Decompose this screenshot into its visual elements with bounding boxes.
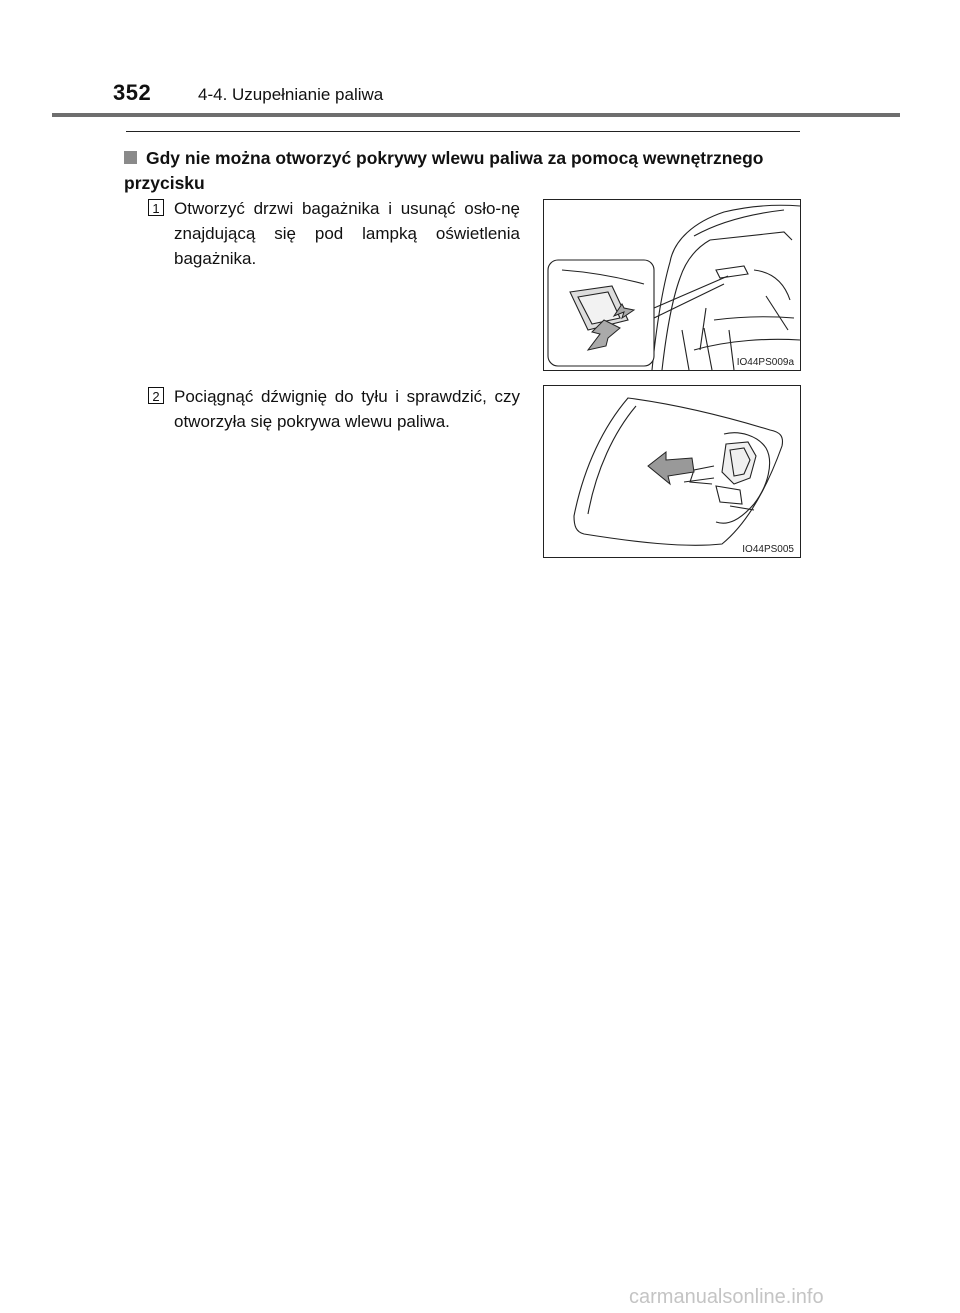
step-2	[148, 384, 520, 434]
section-title: 4-4. Uzupełnianie paliwa	[198, 85, 384, 104]
fuel-lever-illustration	[544, 386, 800, 557]
section-heading	[124, 146, 804, 196]
square-bullet-icon	[124, 151, 137, 164]
section-heading-text: Gdy nie można otworzyć pokrywy wlewu paliwa za pomocą wewnętrznego przycisku	[124, 148, 764, 193]
page-header	[0, 0, 960, 120]
figure-fuel-lever	[543, 385, 801, 558]
footer-watermark: carmanualsonline.info	[629, 1286, 824, 1308]
page-number: 352	[113, 80, 152, 105]
header-rule	[52, 113, 900, 117]
step-number-badge: 1	[148, 199, 164, 216]
step-text: Pociągnąć dźwignię do tyłu i sprawdzić, czy otworzyła się pokrywa wlewu paliwa.	[174, 387, 520, 431]
step-number-badge: 2	[148, 387, 164, 404]
figure-trunk-cover	[543, 199, 801, 371]
step-text: Otworzyć drzwi bagażnika i usunąć osło-nę znajdującą się pod lampką oświetlenia bagażnika.	[174, 199, 520, 268]
figure-code: IO44PS005	[742, 544, 794, 555]
step-1	[148, 196, 520, 271]
figure-code: IO44PS009a	[736, 357, 794, 368]
trunk-cover-illustration	[544, 200, 800, 370]
section-divider	[126, 131, 800, 132]
